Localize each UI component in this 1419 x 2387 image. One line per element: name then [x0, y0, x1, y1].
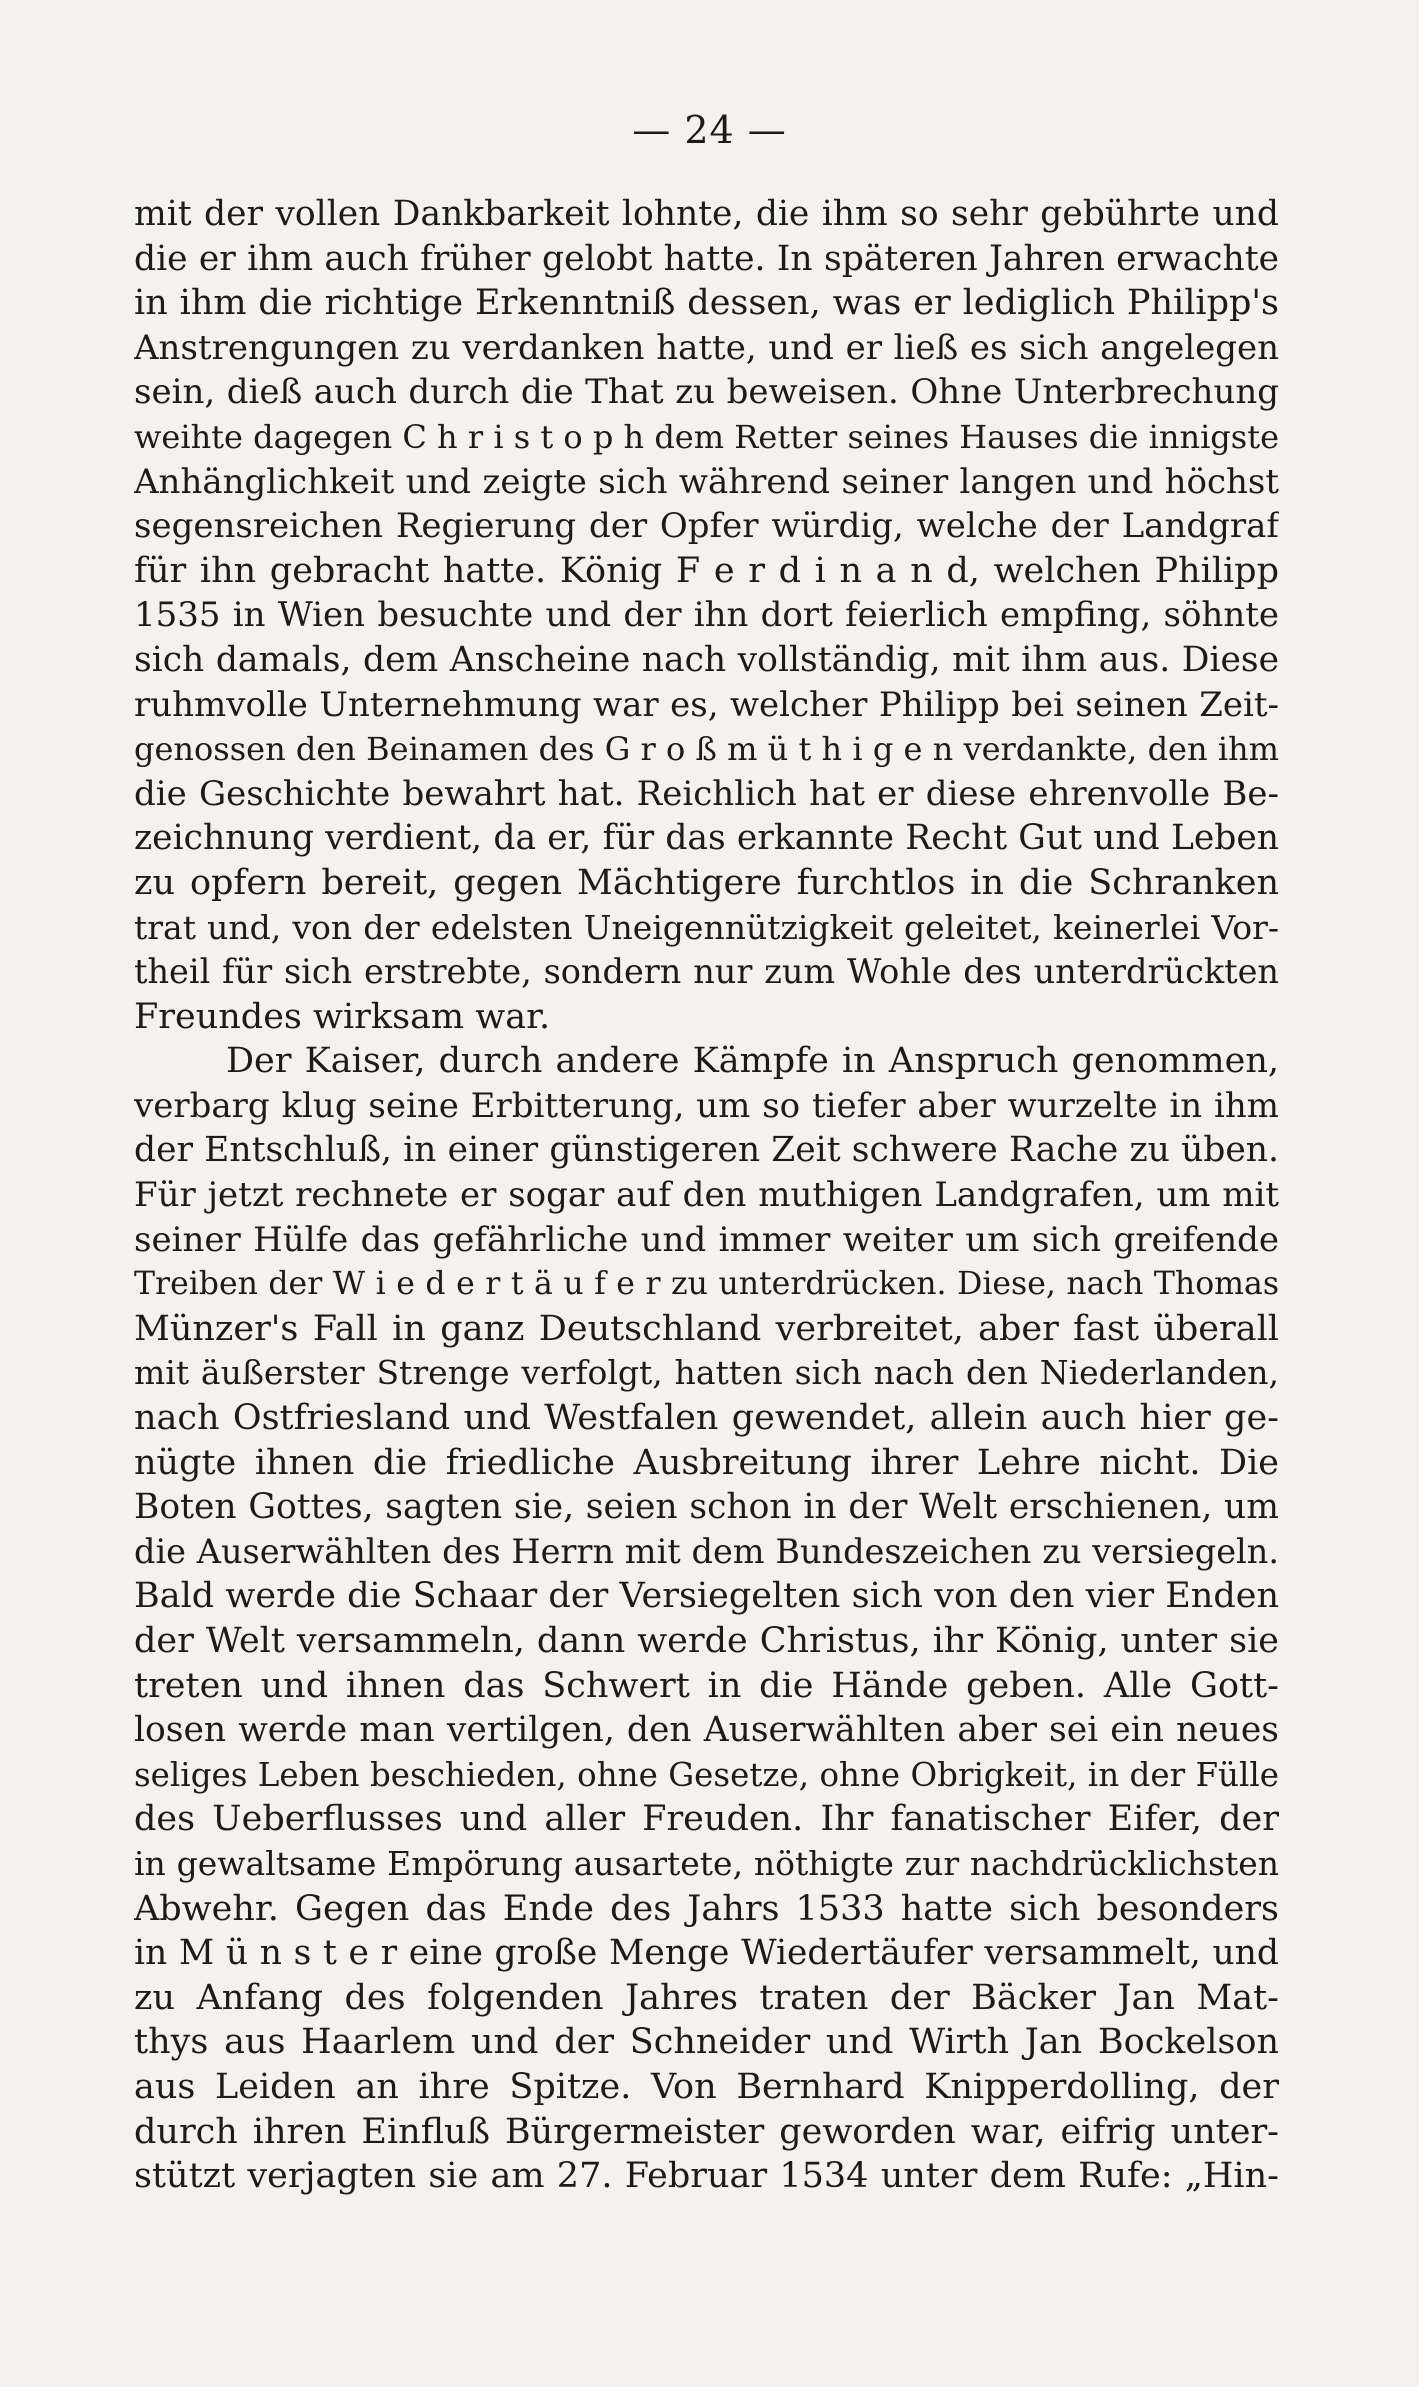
- text-line: genossen den Beinamen des G r o ß m ü t h i g e n verdankte, den ihm: [134, 730, 1279, 769]
- text-line: zeichnung verdient, da er, für das erkannte Recht Gut und Leben: [134, 818, 1279, 859]
- body-text: [134, 192, 1279, 2199]
- text-line: Anhänglichkeit und zeigte sich während seiner langen und höchst: [134, 461, 1279, 502]
- text-line: der Welt versammeln, dann werde Christus, ihr König, unter sie: [134, 1621, 1279, 1661]
- text-line: Anstrengungen zu verdanken hatte, und er ließ es sich angelegen: [134, 327, 1279, 368]
- text-line: weihte dagegen C h r i s t o p h dem Retter seines Hauses die innigste: [134, 417, 1279, 456]
- text-line: nach Ostfriesland und Westfalen gewendet, allein auch hier ge-: [134, 1398, 1279, 1439]
- text-line: zu Anfang des folgenden Jahres traten der Bäcker Jan Mat-: [134, 1977, 1279, 2018]
- text-line: verbarg klug seine Erbitterung, um so tiefer aber wurzelte in ihm: [134, 1085, 1279, 1126]
- text-line: segensreichen Regierung der Opfer würdig, welche der Landgraf: [134, 506, 1279, 547]
- text-line: des Ueberflusses und aller Freuden. Ihr fanatischer Eifer, der: [134, 1799, 1279, 1840]
- text-line: für ihn gebracht hatte. König F e r d i n a n d, welchen Philipp: [134, 550, 1279, 591]
- text-line: theil für sich erstrebte, sondern nur zum Wohle des unterdrückten: [134, 952, 1279, 992]
- text-line: nügte ihnen die friedliche Ausbreitung ihrer Lehre nicht. Die: [134, 1442, 1279, 1483]
- text-line: Münzer's Fall in ganz Deutschland verbreitet, aber fast überall: [134, 1308, 1279, 1349]
- text-line: treten und ihnen das Schwert in die Hände geben. Alle Gott-: [134, 1665, 1279, 1706]
- text-line: Freundes wirksam war.: [134, 996, 551, 1037]
- text-line: durch ihren Einfluß Bürgermeister geworden war, eifrig unter-: [134, 2111, 1279, 2152]
- paragraph-2: [134, 1039, 1279, 2198]
- page-number: — 24 —: [632, 108, 787, 152]
- text-line: mit der vollen Dankbarkeit lohnte, die ihm so sehr gebührte und: [134, 194, 1279, 234]
- text-line: Abwehr. Gegen das Ende des Jahrs 1533 hatte sich besonders: [134, 1888, 1279, 1929]
- text-line: trat und, von der edelsten Uneigennützigkeit geleitet, keinerlei Vor-: [134, 907, 1279, 947]
- text-line: Der Kaiser, durch andere Kämpfe in Anspruch genommen,: [226, 1041, 1279, 1082]
- paragraph-1: [134, 192, 1279, 1039]
- text-line: in M ü n s t e r eine große Menge Wiedertäufer versammelt, und: [134, 1933, 1279, 1974]
- text-line: Für jetzt rechnete er sogar auf den muthigen Landgrafen, um mit: [134, 1175, 1279, 1216]
- text-line: losen werde man vertilgen, den Auserwählten aber sei ein neues: [134, 1710, 1279, 1751]
- text-line: Bald werde die Schaar der Versiegelten sich von den vier Enden: [134, 1576, 1279, 1617]
- text-line: thys aus Haarlem und der Schneider und Wirth Jan Bockelson: [134, 2022, 1279, 2063]
- text-line: in ihm die richtige Erkenntniß dessen, was er lediglich Philipp's: [134, 283, 1279, 324]
- text-line: aus Leiden an ihre Spitze. Von Bernhard Knipperdolling, der: [134, 2066, 1279, 2107]
- text-line: der Entschluß, in einer günstigeren Zeit schwere Rache zu üben.: [134, 1130, 1279, 1171]
- text-line: Treiben der W i e d e r t ä u f e r zu unterdrücken. Diese, nach Thomas: [134, 1266, 1279, 1303]
- text-line: 1535 in Wien besuchte und der ihn dort feierlich empfing, söhnte: [134, 595, 1279, 636]
- text-line: die Geschichte bewahrt hat. Reichlich hat er diese ehrenvolle Be-: [134, 773, 1279, 814]
- text-line: mit äußerster Strenge verfolgt, hatten sich nach den Niederlanden,: [134, 1353, 1279, 1393]
- text-line: in gewaltsame Empörung ausartete, nöthigte zur nachdrücklichsten: [134, 1843, 1279, 1883]
- text-line: sein, dieß auch durch die That zu beweisen. Ohne Unterbrechung: [134, 372, 1279, 413]
- text-line: zu opfern bereit, gegen Mächtigere furchtlos in die Schranken: [134, 862, 1279, 903]
- text-line: stützt verjagten sie am 27. Februar 1534 unter dem Rufe: „Hin-: [134, 2156, 1279, 2197]
- text-line: seliges Leben beschieden, ohne Gesetze, ohne Obrigkeit, in der Fülle: [134, 1755, 1279, 1794]
- text-line: die er ihm auch früher gelobt hatte. In späteren Jahren erwachte: [134, 238, 1279, 279]
- text-line: seiner Hülfe das gefährliche und immer weiter um sich greifende: [134, 1219, 1279, 1260]
- text-line: Boten Gottes, sagten sie, seien schon in der Welt erschienen, um: [134, 1487, 1279, 1528]
- text-line: sich damals, dem Anscheine nach vollständig, mit ihm aus. Diese: [134, 639, 1279, 680]
- text-line: ruhmvolle Unternehmung war es, welcher Philipp bei seinen Zeit-: [134, 684, 1279, 725]
- text-line: die Auserwählten des Herrn mit dem Bundeszeichen zu versiegeln.: [134, 1531, 1279, 1571]
